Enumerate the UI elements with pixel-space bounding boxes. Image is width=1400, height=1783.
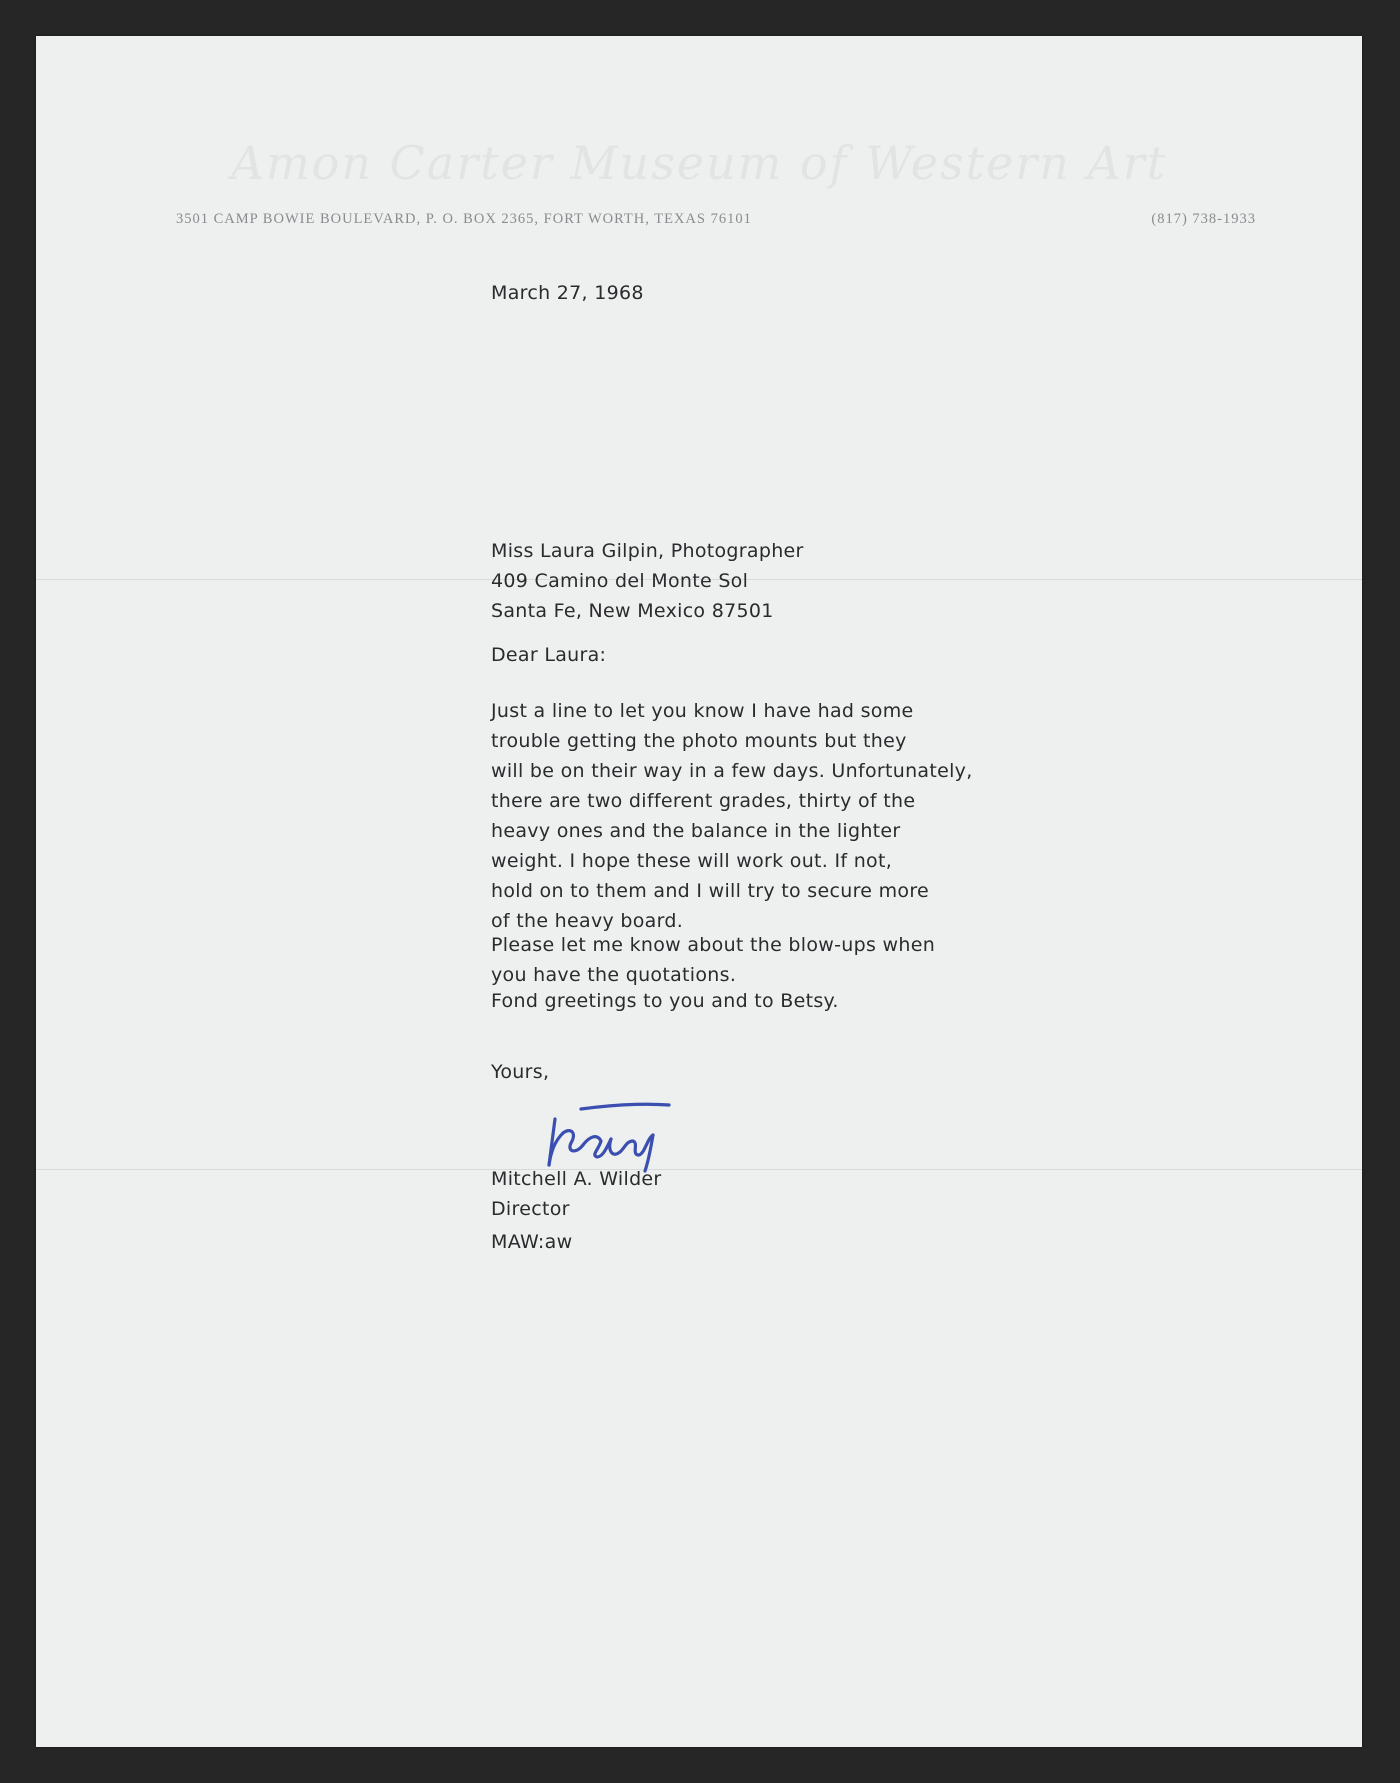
letterhead-phone: (817) 738-1933 bbox=[1151, 211, 1256, 227]
recipient-line: 409 Camino del Monte Sol bbox=[491, 570, 749, 592]
salutation: Dear Laura: bbox=[491, 644, 607, 666]
paragraph-line: weight. I hope these will work out. If not, bbox=[491, 850, 893, 872]
letterhead bbox=[176, 211, 1256, 233]
paragraph-line: hold on to them and I will try to secure more bbox=[491, 880, 930, 902]
recipient-line: Santa Fe, New Mexico 87501 bbox=[491, 600, 774, 622]
recipient-address bbox=[491, 536, 804, 626]
letterhead-address: 3501 CAMP BOWIE BOULEVARD, P. O. BOX 2365, FORT WORTH, TEXAS 76101 bbox=[176, 211, 752, 227]
body-paragraph-2 bbox=[491, 930, 935, 990]
fold-line bbox=[36, 1169, 1362, 1170]
letter-date: March 27, 1968 bbox=[491, 282, 644, 304]
body-paragraph-3: Fond greetings to you and to Betsy. bbox=[491, 990, 839, 1012]
signature-block bbox=[491, 1164, 662, 1224]
signer-name: Mitchell A. Wilder bbox=[491, 1168, 662, 1190]
paragraph-line: trouble getting the photo mounts but they bbox=[491, 730, 907, 752]
body-paragraph-1 bbox=[491, 696, 973, 936]
letter-page bbox=[36, 36, 1362, 1747]
letterhead-watermark: Amon Carter Museum of Western Art bbox=[230, 136, 1168, 190]
paragraph-line: Just a line to let you know I have had some bbox=[491, 700, 914, 722]
paragraph-line: you have the quotations. bbox=[491, 964, 737, 986]
paragraph-line: heavy ones and the balance in the lighter bbox=[491, 820, 901, 842]
paragraph-line: will be on their way in a few days. Unfortunately, bbox=[491, 760, 973, 782]
paragraph-line: Please let me know about the blow-ups when bbox=[491, 934, 936, 956]
closing: Yours, bbox=[491, 1061, 550, 1083]
signer-title: Director bbox=[491, 1198, 570, 1220]
paragraph-line: of the heavy board. bbox=[491, 910, 684, 932]
recipient-line: Miss Laura Gilpin, Photographer bbox=[491, 540, 804, 562]
reference-initials: MAW:aw bbox=[491, 1231, 573, 1253]
paragraph-line: there are two different grades, thirty of the bbox=[491, 790, 916, 812]
